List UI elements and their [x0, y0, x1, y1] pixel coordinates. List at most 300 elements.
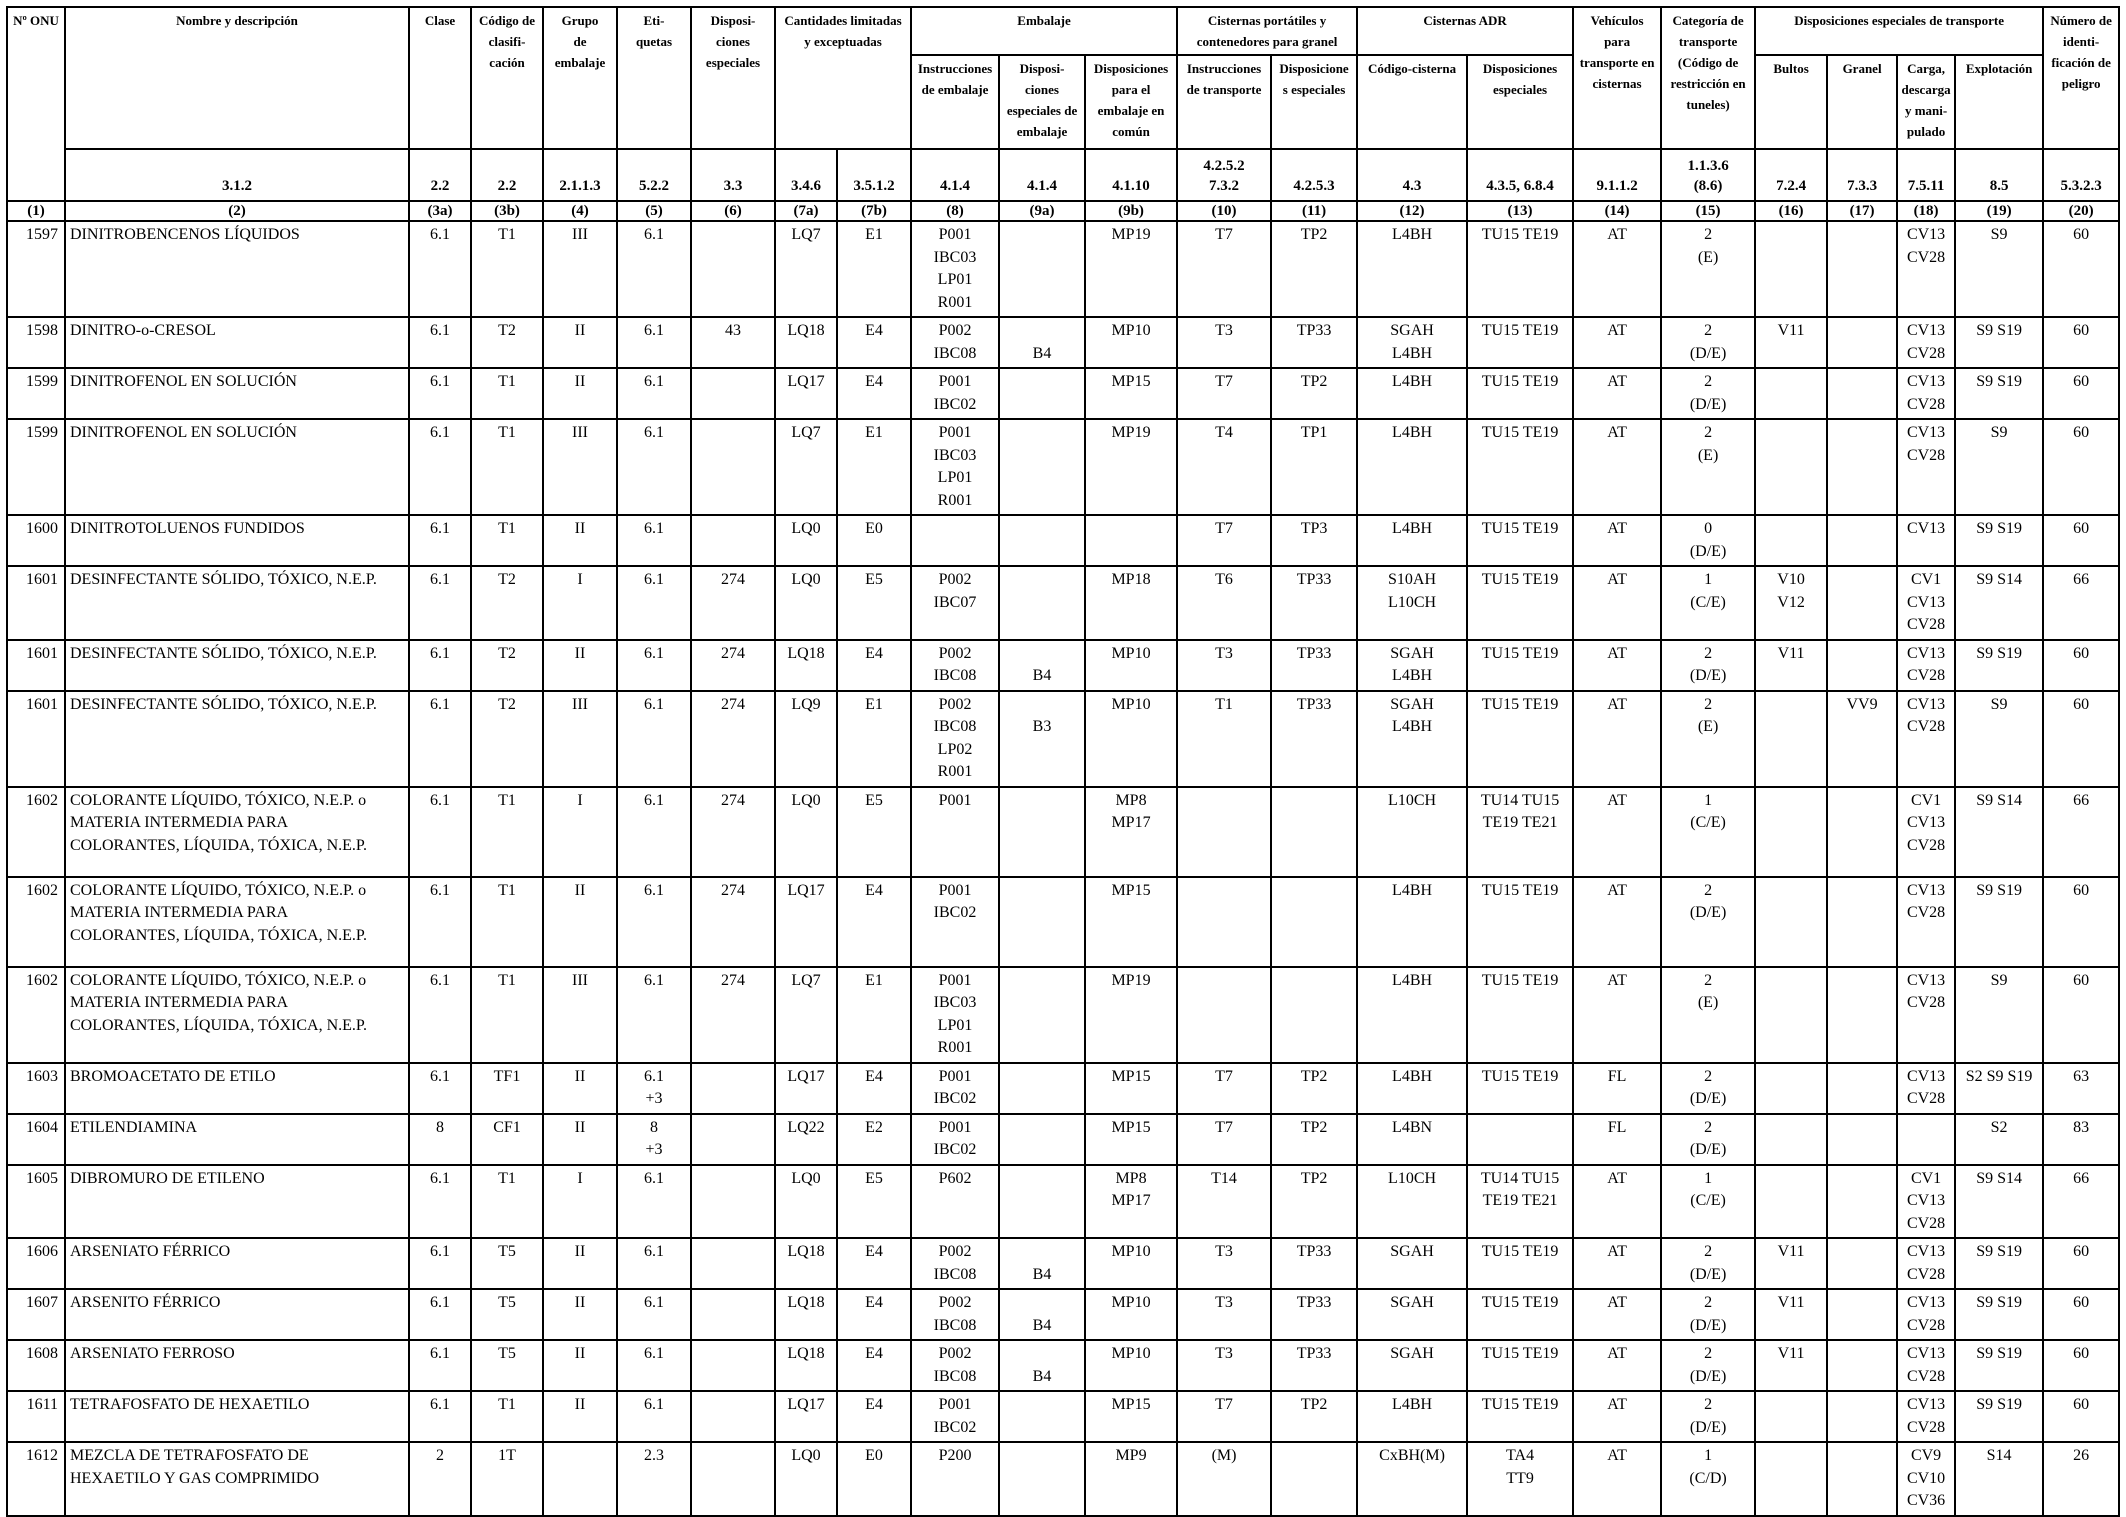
- cell-loading-provisions: CV1 CV13 CV28: [1897, 566, 1955, 640]
- cell-tank-vehicle: FL: [1573, 1114, 1661, 1165]
- table-body: [7, 221, 2119, 1516]
- cell-classification-code: T1: [471, 787, 543, 877]
- cell-packing-group: II: [543, 877, 617, 967]
- cell-class: 6.1: [409, 515, 471, 566]
- cell-hazard-number: 60: [2043, 368, 2119, 419]
- cell-class: 6.1: [409, 967, 471, 1063]
- cell-classification-code: T2: [471, 691, 543, 787]
- cell-tank-vehicle: AT: [1573, 1165, 1661, 1239]
- header-classification-code: Código de clasifi- cación: [471, 7, 543, 149]
- cell-special-provisions: 274: [691, 787, 775, 877]
- cell-packing-group: II: [543, 1340, 617, 1391]
- cell-mixed-packing: MP8 MP17: [1085, 787, 1177, 877]
- cell-special-provisions: [691, 419, 775, 515]
- cell-packing-special-provisions: [999, 1165, 1085, 1239]
- ref-cell: 5.3.2.3: [2043, 149, 2119, 201]
- cell-portable-tank-instructions: T7: [1177, 221, 1271, 317]
- cell-excepted-quantity: E1: [837, 221, 911, 317]
- cell-un-number: 1603: [7, 1063, 65, 1114]
- cell-packing-special-provisions: B4: [999, 1289, 1085, 1340]
- cell-packing-special-provisions: B4: [999, 1340, 1085, 1391]
- table-row: [7, 640, 2119, 691]
- header-loading: Carga, descarga y mani- pulado: [1897, 55, 1955, 149]
- cell-operation-provisions: S9 S19: [1955, 1238, 2043, 1289]
- header-special-transport-provisions: Disposiciones especiales de transporte: [1755, 7, 2043, 55]
- header-labels: Eti- quetas: [617, 7, 691, 149]
- cell-limited-quantity: LQ0: [775, 787, 837, 877]
- cell-packing-group: III: [543, 221, 617, 317]
- cell-mixed-packing: MP15: [1085, 1114, 1177, 1165]
- cell-tank-vehicle: AT: [1573, 221, 1661, 317]
- cell-excepted-quantity: E4: [837, 368, 911, 419]
- cell-excepted-quantity: E5: [837, 1165, 911, 1239]
- column-number: (3b): [471, 201, 543, 221]
- cell-operation-provisions: S14: [1955, 1442, 2043, 1516]
- cell-tank-special-provisions: TU14 TU15 TE19 TE21: [1467, 1165, 1573, 1239]
- cell-portable-tank-provisions: TP2: [1271, 221, 1357, 317]
- column-number: (4): [543, 201, 617, 221]
- cell-labels: 6.1: [617, 1340, 691, 1391]
- cell-labels: 8 +3: [617, 1114, 691, 1165]
- cell-packages-provisions: V11: [1755, 1238, 1827, 1289]
- cell-tank-vehicle: AT: [1573, 566, 1661, 640]
- cell-excepted-quantity: E1: [837, 967, 911, 1063]
- cell-excepted-quantity: E5: [837, 566, 911, 640]
- table-row: [7, 515, 2119, 566]
- cell-portable-tank-instructions: T3: [1177, 1340, 1271, 1391]
- cell-tank-vehicle: AT: [1573, 787, 1661, 877]
- header-class: Clase: [409, 7, 471, 149]
- cell-packages-provisions: [1755, 967, 1827, 1063]
- table-row: [7, 221, 2119, 317]
- cell-un-number: 1597: [7, 221, 65, 317]
- table-row: [7, 566, 2119, 640]
- cell-loading-provisions: CV13 CV28: [1897, 1238, 1955, 1289]
- cell-special-provisions: 274: [691, 640, 775, 691]
- cell-tank-special-provisions: TU15 TE19: [1467, 368, 1573, 419]
- cell-tank-code: L10CH: [1357, 1165, 1467, 1239]
- cell-limited-quantity: LQ0: [775, 1442, 837, 1516]
- cell-transport-category: 1 (C/E): [1661, 1165, 1755, 1239]
- cell-mixed-packing: MP15: [1085, 877, 1177, 967]
- cell-packages-provisions: V11: [1755, 1289, 1827, 1340]
- table-row: [7, 877, 2119, 967]
- cell-loading-provisions: CV13 CV28: [1897, 640, 1955, 691]
- header-operation: Explotación: [1955, 55, 2043, 149]
- column-number: (2): [65, 201, 409, 221]
- cell-name-description: DINITROFENOL EN SOLUCIÓN: [65, 368, 409, 419]
- cell-portable-tank-provisions: TP2: [1271, 1114, 1357, 1165]
- cell-class: 6.1: [409, 1340, 471, 1391]
- cell-operation-provisions: S2 S9 S19: [1955, 1063, 2043, 1114]
- cell-classification-code: TF1: [471, 1063, 543, 1114]
- cell-packing-special-provisions: [999, 515, 1085, 566]
- header-limited-quantities: Cantidades limitadas y exceptuadas: [775, 7, 911, 149]
- cell-limited-quantity: LQ0: [775, 566, 837, 640]
- column-number: (19): [1955, 201, 2043, 221]
- cell-packing-instructions: P002 IBC08 LP02 R001: [911, 691, 999, 787]
- cell-bulk-provisions: VV9: [1827, 691, 1897, 787]
- cell-excepted-quantity: E1: [837, 691, 911, 787]
- cell-mixed-packing: MP18: [1085, 566, 1177, 640]
- cell-tank-vehicle: AT: [1573, 1289, 1661, 1340]
- cell-packing-special-provisions: [999, 1114, 1085, 1165]
- cell-tank-special-provisions: TU15 TE19: [1467, 640, 1573, 691]
- cell-portable-tank-instructions: T4: [1177, 419, 1271, 515]
- cell-mixed-packing: MP15: [1085, 368, 1177, 419]
- cell-excepted-quantity: E1: [837, 419, 911, 515]
- cell-packing-instructions: P002 IBC08: [911, 317, 999, 368]
- cell-name-description: DINITROFENOL EN SOLUCIÓN: [65, 419, 409, 515]
- cell-labels: 6.1: [617, 566, 691, 640]
- cell-hazard-number: 60: [2043, 515, 2119, 566]
- cell-transport-category: 2 (E): [1661, 419, 1755, 515]
- cell-mixed-packing: MP10: [1085, 1238, 1177, 1289]
- table-row: [7, 1340, 2119, 1391]
- cell-hazard-number: 66: [2043, 787, 2119, 877]
- cell-labels: 6.1: [617, 787, 691, 877]
- cell-labels: 6.1: [617, 1238, 691, 1289]
- cell-bulk-provisions: [1827, 1114, 1897, 1165]
- cell-hazard-number: 66: [2043, 566, 2119, 640]
- cell-packing-group: II: [543, 515, 617, 566]
- cell-packing-instructions: P001 IBC02: [911, 1391, 999, 1442]
- header-portable-instructions: Instrucciones de transporte: [1177, 55, 1271, 149]
- cell-mixed-packing: MP8 MP17: [1085, 1165, 1177, 1239]
- cell-portable-tank-provisions: TP33: [1271, 691, 1357, 787]
- dangerous-goods-table: [6, 6, 2120, 1517]
- cell-hazard-number: 60: [2043, 1340, 2119, 1391]
- cell-class: 6.1: [409, 1289, 471, 1340]
- cell-bulk-provisions: [1827, 515, 1897, 566]
- cell-packages-provisions: [1755, 515, 1827, 566]
- cell-un-number: 1602: [7, 967, 65, 1063]
- cell-operation-provisions: S9 S19: [1955, 368, 2043, 419]
- cell-portable-tank-instructions: T1: [1177, 691, 1271, 787]
- cell-un-number: 1601: [7, 566, 65, 640]
- column-number: (5): [617, 201, 691, 221]
- cell-packing-group: II: [543, 368, 617, 419]
- cell-packing-instructions: P002 IBC08: [911, 1340, 999, 1391]
- table-row: [7, 967, 2119, 1063]
- cell-hazard-number: 60: [2043, 967, 2119, 1063]
- table-row: [7, 691, 2119, 787]
- cell-mixed-packing: MP10: [1085, 1289, 1177, 1340]
- cell-packing-instructions: P001 IBC03 LP01 R001: [911, 221, 999, 317]
- cell-labels: 2.3: [617, 1442, 691, 1516]
- cell-name-description: DINITROBENCENOS LÍQUIDOS: [65, 221, 409, 317]
- cell-portable-tank-instructions: T6: [1177, 566, 1271, 640]
- cell-packing-instructions: P002 IBC08: [911, 1289, 999, 1340]
- cell-portable-tank-instructions: [1177, 787, 1271, 877]
- column-number: (7b): [837, 201, 911, 221]
- cell-name-description: ARSENIATO FÉRRICO: [65, 1238, 409, 1289]
- cell-name-description: TETRAFOSFATO DE HEXAETILO: [65, 1391, 409, 1442]
- cell-un-number: 1602: [7, 877, 65, 967]
- column-number: (14): [1573, 201, 1661, 221]
- cell-un-number: 1605: [7, 1165, 65, 1239]
- header-mixed-packing: Disposiciones para el embalaje en común: [1085, 55, 1177, 149]
- cell-loading-provisions: CV13 CV28: [1897, 317, 1955, 368]
- cell-tank-special-provisions: TU15 TE19: [1467, 967, 1573, 1063]
- column-number-row: [7, 201, 2119, 221]
- cell-transport-category: 2 (D/E): [1661, 640, 1755, 691]
- cell-tank-special-provisions: TA4 TT9: [1467, 1442, 1573, 1516]
- cell-packing-instructions: P602: [911, 1165, 999, 1239]
- cell-tank-code: L4BN: [1357, 1114, 1467, 1165]
- cell-packing-special-provisions: B3: [999, 691, 1085, 787]
- ref-cell: 3.5.1.2: [837, 149, 911, 201]
- cell-bulk-provisions: [1827, 221, 1897, 317]
- cell-operation-provisions: S9 S19: [1955, 1391, 2043, 1442]
- cell-name-description: DINITRO-o-CRESOL: [65, 317, 409, 368]
- cell-mixed-packing: MP10: [1085, 640, 1177, 691]
- cell-name-description: DESINFECTANTE SÓLIDO, TÓXICO, N.E.P.: [65, 640, 409, 691]
- ref-cell: 2.1.1.3: [543, 149, 617, 201]
- cell-portable-tank-provisions: [1271, 877, 1357, 967]
- cell-transport-category: 1 (C/E): [1661, 787, 1755, 877]
- cell-excepted-quantity: E4: [837, 1340, 911, 1391]
- table-row: [7, 1442, 2119, 1516]
- cell-excepted-quantity: E4: [837, 1238, 911, 1289]
- cell-loading-provisions: CV13 CV28: [1897, 1391, 1955, 1442]
- header-reference-row: [7, 149, 2119, 201]
- cell-operation-provisions: S9 S19: [1955, 640, 2043, 691]
- cell-packing-group: III: [543, 967, 617, 1063]
- cell-loading-provisions: CV13 CV28: [1897, 1340, 1955, 1391]
- ref-cell: 3.3: [691, 149, 775, 201]
- cell-classification-code: T5: [471, 1340, 543, 1391]
- cell-name-description: COLORANTE LÍQUIDO, TÓXICO, N.E.P. o MATERIA INTERMEDIA PARA COLORANTES, LÍQUIDA, TÓXICA, N.E.P.: [65, 967, 409, 1063]
- cell-tank-special-provisions: TU15 TE19: [1467, 691, 1573, 787]
- cell-tank-special-provisions: [1467, 1114, 1573, 1165]
- cell-limited-quantity: LQ9: [775, 691, 837, 787]
- cell-packages-provisions: [1755, 1442, 1827, 1516]
- cell-mixed-packing: MP10: [1085, 317, 1177, 368]
- cell-excepted-quantity: E0: [837, 515, 911, 566]
- cell-tank-special-provisions: TU15 TE19: [1467, 1391, 1573, 1442]
- cell-loading-provisions: CV13 CV28: [1897, 221, 1955, 317]
- cell-bulk-provisions: [1827, 368, 1897, 419]
- cell-packing-instructions: P001 IBC02: [911, 877, 999, 967]
- cell-special-provisions: [691, 515, 775, 566]
- cell-operation-provisions: S9 S19: [1955, 877, 2043, 967]
- cell-special-provisions: [691, 1289, 775, 1340]
- cell-excepted-quantity: E4: [837, 1289, 911, 1340]
- cell-name-description: DIBROMURO DE ETILENO: [65, 1165, 409, 1239]
- column-number: (9b): [1085, 201, 1177, 221]
- cell-packages-provisions: V11: [1755, 317, 1827, 368]
- cell-mixed-packing: MP19: [1085, 419, 1177, 515]
- cell-packing-instructions: P001 IBC03 LP01 R001: [911, 967, 999, 1063]
- cell-packing-group: II: [543, 1238, 617, 1289]
- ref-cell: 8.5: [1955, 149, 2043, 201]
- cell-tank-vehicle: AT: [1573, 967, 1661, 1063]
- cell-limited-quantity: LQ18: [775, 1289, 837, 1340]
- cell-special-provisions: [691, 1442, 775, 1516]
- column-number: (8): [911, 201, 999, 221]
- cell-bulk-provisions: [1827, 1238, 1897, 1289]
- cell-limited-quantity: LQ7: [775, 967, 837, 1063]
- cell-class: 6.1: [409, 368, 471, 419]
- cell-portable-tank-provisions: [1271, 787, 1357, 877]
- cell-transport-category: 1 (C/E): [1661, 566, 1755, 640]
- cell-packages-provisions: V10 V12: [1755, 566, 1827, 640]
- cell-packing-instructions: P002 IBC08: [911, 640, 999, 691]
- cell-classification-code: T5: [471, 1238, 543, 1289]
- cell-transport-category: 2 (D/E): [1661, 877, 1755, 967]
- cell-limited-quantity: LQ7: [775, 221, 837, 317]
- cell-labels: 6.1: [617, 221, 691, 317]
- cell-packing-group: [543, 1442, 617, 1516]
- cell-special-provisions: 274: [691, 691, 775, 787]
- cell-loading-provisions: [1897, 1114, 1955, 1165]
- cell-transport-category: 2 (E): [1661, 967, 1755, 1063]
- header-un-number: Nº ONU: [7, 7, 65, 201]
- cell-hazard-number: 63: [2043, 1063, 2119, 1114]
- header-name: Nombre y descripción: [65, 7, 409, 149]
- cell-packages-provisions: [1755, 877, 1827, 967]
- cell-bulk-provisions: [1827, 566, 1897, 640]
- cell-packing-group: I: [543, 787, 617, 877]
- header-bulk: Granel: [1827, 55, 1897, 149]
- cell-excepted-quantity: E4: [837, 877, 911, 967]
- cell-special-provisions: [691, 221, 775, 317]
- cell-class: 6.1: [409, 691, 471, 787]
- cell-classification-code: T1: [471, 515, 543, 566]
- cell-packing-special-provisions: B4: [999, 640, 1085, 691]
- cell-class: 6.1: [409, 1238, 471, 1289]
- cell-transport-category: 2 (E): [1661, 221, 1755, 317]
- cell-loading-provisions: CV13 CV28: [1897, 877, 1955, 967]
- ref-cell: 4.1.10: [1085, 149, 1177, 201]
- cell-portable-tank-provisions: TP33: [1271, 1289, 1357, 1340]
- cell-tank-special-provisions: TU15 TE19: [1467, 515, 1573, 566]
- cell-packing-instructions: P002 IBC08: [911, 1238, 999, 1289]
- cell-tank-vehicle: AT: [1573, 419, 1661, 515]
- cell-transport-category: 2 (D/E): [1661, 1238, 1755, 1289]
- cell-un-number: 1607: [7, 1289, 65, 1340]
- cell-packages-provisions: [1755, 691, 1827, 787]
- cell-portable-tank-instructions: T7: [1177, 368, 1271, 419]
- cell-un-number: 1601: [7, 691, 65, 787]
- cell-bulk-provisions: [1827, 1442, 1897, 1516]
- cell-packing-instructions: [911, 515, 999, 566]
- cell-bulk-provisions: [1827, 787, 1897, 877]
- cell-hazard-number: 60: [2043, 317, 2119, 368]
- column-number: (16): [1755, 201, 1827, 221]
- cell-packing-instructions: P001 IBC03 LP01 R001: [911, 419, 999, 515]
- cell-mixed-packing: MP10: [1085, 1340, 1177, 1391]
- ref-cell: 3.4.6: [775, 149, 837, 201]
- cell-portable-tank-instructions: T7: [1177, 1114, 1271, 1165]
- cell-classification-code: T1: [471, 419, 543, 515]
- cell-packing-special-provisions: [999, 967, 1085, 1063]
- cell-class: 6.1: [409, 1391, 471, 1442]
- header-packing-instructions: Instrucciones de embalaje: [911, 55, 999, 149]
- cell-operation-provisions: S9: [1955, 967, 2043, 1063]
- cell-transport-category: 1 (C/D): [1661, 1442, 1755, 1516]
- cell-un-number: 1608: [7, 1340, 65, 1391]
- cell-hazard-number: 26: [2043, 1442, 2119, 1516]
- column-number: (18): [1897, 201, 1955, 221]
- column-number: (9a): [999, 201, 1085, 221]
- cell-tank-special-provisions: TU15 TE19: [1467, 221, 1573, 317]
- column-number: (13): [1467, 201, 1573, 221]
- cell-name-description: MEZCLA DE TETRAFOSFATO DE HEXAETILO Y GAS COMPRIMIDO: [65, 1442, 409, 1516]
- cell-limited-quantity: LQ0: [775, 515, 837, 566]
- cell-loading-provisions: CV13 CV28: [1897, 967, 1955, 1063]
- ref-cell: 5.2.2: [617, 149, 691, 201]
- cell-class: 2: [409, 1442, 471, 1516]
- cell-class: 6.1: [409, 640, 471, 691]
- cell-tank-vehicle: AT: [1573, 640, 1661, 691]
- cell-limited-quantity: LQ17: [775, 877, 837, 967]
- table-row: [7, 787, 2119, 877]
- cell-operation-provisions: S9: [1955, 221, 2043, 317]
- cell-tank-special-provisions: TU15 TE19: [1467, 1340, 1573, 1391]
- cell-classification-code: CF1: [471, 1114, 543, 1165]
- cell-mixed-packing: MP15: [1085, 1063, 1177, 1114]
- cell-class: 8: [409, 1114, 471, 1165]
- cell-packages-provisions: [1755, 221, 1827, 317]
- cell-packing-instructions: P001: [911, 787, 999, 877]
- cell-tank-code: L4BH: [1357, 1063, 1467, 1114]
- cell-name-description: COLORANTE LÍQUIDO, TÓXICO, N.E.P. o MATERIA INTERMEDIA PARA COLORANTES, LÍQUIDA, TÓXICA, N.E.P.: [65, 787, 409, 877]
- cell-operation-provisions: S9 S19: [1955, 1289, 2043, 1340]
- cell-labels: 6.1 +3: [617, 1063, 691, 1114]
- cell-packages-provisions: V11: [1755, 640, 1827, 691]
- cell-tank-vehicle: AT: [1573, 877, 1661, 967]
- cell-class: 6.1: [409, 787, 471, 877]
- header-tank-vehicles: Vehículos para transporte en cisternas: [1573, 7, 1661, 149]
- ref-cell: 4.2.5.2 7.3.2: [1177, 149, 1271, 201]
- cell-mixed-packing: MP15: [1085, 1391, 1177, 1442]
- cell-packing-special-provisions: [999, 368, 1085, 419]
- table-row: [7, 1289, 2119, 1340]
- cell-un-number: 1599: [7, 368, 65, 419]
- cell-limited-quantity: LQ17: [775, 1391, 837, 1442]
- cell-classification-code: 1T: [471, 1442, 543, 1516]
- cell-portable-tank-instructions: T14: [1177, 1165, 1271, 1239]
- cell-packages-provisions: [1755, 787, 1827, 877]
- cell-loading-provisions: CV13: [1897, 515, 1955, 566]
- cell-un-number: 1602: [7, 787, 65, 877]
- cell-portable-tank-instructions: [1177, 877, 1271, 967]
- cell-operation-provisions: S9: [1955, 419, 2043, 515]
- cell-special-provisions: [691, 1238, 775, 1289]
- cell-portable-tank-provisions: TP33: [1271, 1238, 1357, 1289]
- cell-excepted-quantity: E5: [837, 787, 911, 877]
- cell-limited-quantity: LQ7: [775, 419, 837, 515]
- cell-hazard-number: 60: [2043, 221, 2119, 317]
- cell-transport-category: 2 (E): [1661, 691, 1755, 787]
- cell-labels: 6.1: [617, 967, 691, 1063]
- column-number: (6): [691, 201, 775, 221]
- cell-excepted-quantity: E4: [837, 317, 911, 368]
- ref-cell: 4.3.5, 6.8.4: [1467, 149, 1573, 201]
- cell-labels: 6.1: [617, 691, 691, 787]
- cell-portable-tank-provisions: TP3: [1271, 515, 1357, 566]
- cell-classification-code: T1: [471, 221, 543, 317]
- column-number: (7a): [775, 201, 837, 221]
- cell-bulk-provisions: [1827, 877, 1897, 967]
- table-row: [7, 1165, 2119, 1239]
- cell-loading-provisions: CV1 CV13 CV28: [1897, 787, 1955, 877]
- cell-tank-vehicle: AT: [1573, 1442, 1661, 1516]
- table-row: [7, 1238, 2119, 1289]
- header-packing-special: Disposi- ciones especiales de embalaje: [999, 55, 1085, 149]
